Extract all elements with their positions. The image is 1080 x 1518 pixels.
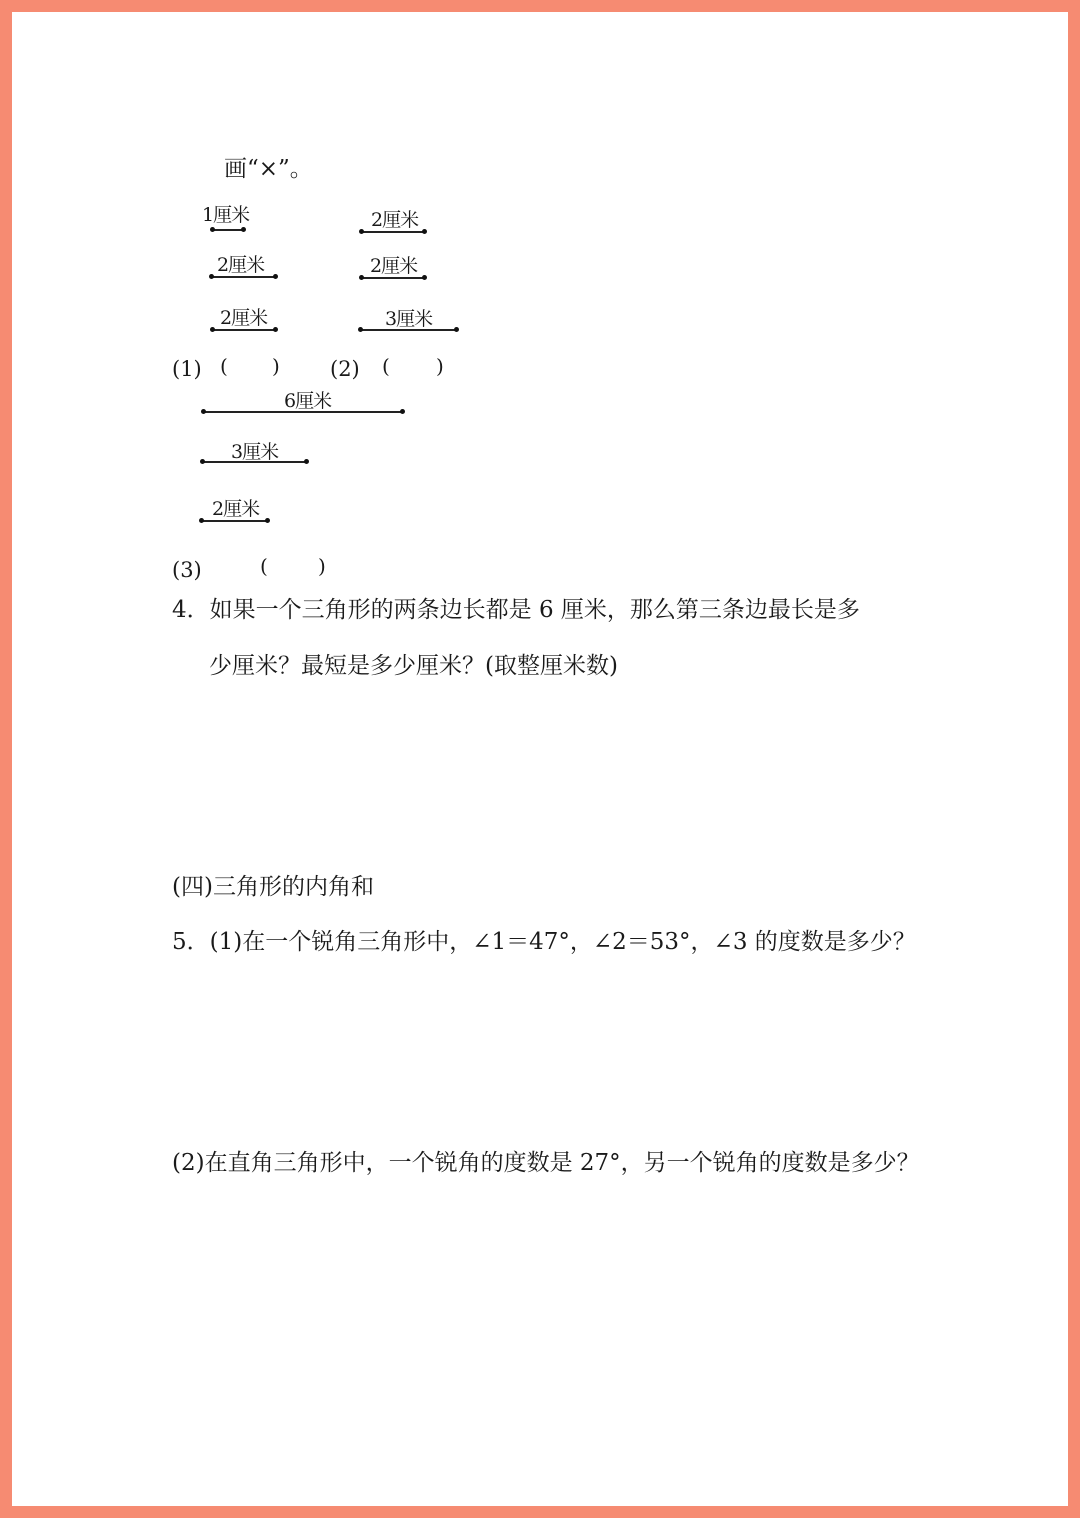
segment-label: 2厘米 (220, 307, 268, 329)
question-5-part-2: (2)在直角三角形中，一个锐角的度数是 27°，另一个锐角的度数是多少？ (172, 1150, 920, 1176)
section-title: (四)三角形的内角和 (172, 874, 374, 900)
answer-paren-close: ) (318, 554, 326, 578)
intro-text: 画“×”。 (224, 156, 313, 182)
line-segment (212, 329, 276, 331)
question-5-part-1: 5．(1)在一个锐角三角形中，∠1＝47°，∠2＝53°，∠3 的度数是多少？ (172, 929, 916, 955)
segment-label: 2厘米 (371, 209, 419, 231)
question-4-line-1: 4．如果一个三角形的两条边长都是 6 厘米，那么第三条边最长是多 (172, 597, 860, 623)
answer-paren-close: ) (272, 354, 280, 378)
line-segment (361, 231, 425, 233)
line-segment (202, 461, 307, 463)
line-segment (360, 329, 457, 331)
segment-label: 3厘米 (385, 308, 433, 330)
item-label: (2) (330, 357, 360, 381)
item-label: (1) (172, 357, 202, 381)
segment-label: 2厘米 (370, 255, 418, 277)
segment-label: 2厘米 (212, 498, 260, 520)
line-segment (203, 411, 403, 413)
item-label: (3) (172, 558, 202, 582)
line-segment (212, 229, 244, 231)
question-4-line-2: 少厘米？最短是多少厘米？(取整厘米数) (209, 653, 618, 679)
worksheet-page (12, 12, 1068, 1506)
answer-paren-open: ( (220, 354, 228, 378)
segment-label: 2厘米 (217, 254, 265, 276)
segment-label: 3厘米 (231, 441, 279, 463)
answer-paren-close: ) (436, 354, 444, 378)
segment-label: 1厘米 (202, 204, 250, 226)
line-segment (201, 520, 268, 522)
answer-paren-open: ( (260, 554, 268, 578)
line-segment (211, 276, 276, 278)
segment-label: 6厘米 (284, 390, 332, 412)
answer-paren-open: ( (382, 354, 390, 378)
line-segment (361, 277, 425, 279)
